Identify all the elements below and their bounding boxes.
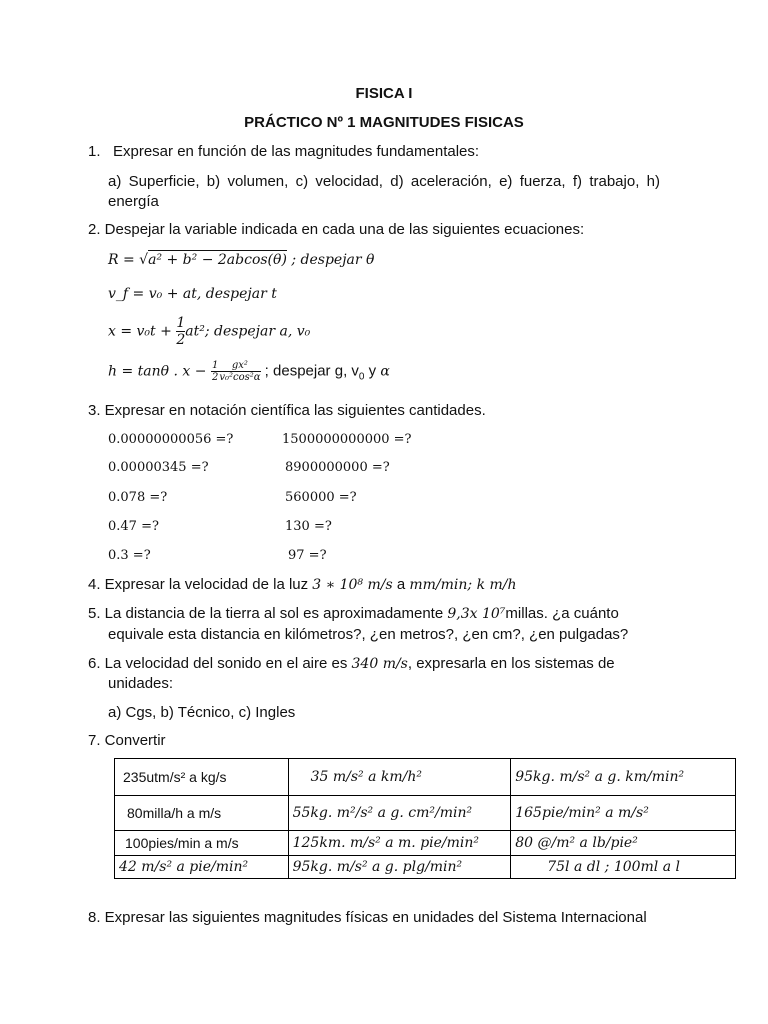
q7-text: 7. Convertir — [88, 732, 166, 749]
q6-text-b: , expresarla en los sistemas de — [407, 655, 615, 672]
q5-line-1 — [88, 605, 619, 622]
table-cell: 95kg. m/s² a g. km/min² — [511, 759, 736, 796]
q4-text: 4. Expresar la velocidad de la luz — [88, 576, 313, 593]
table-cell: 35 m/s² a km/h² — [288, 759, 511, 796]
page-title: FISICA I — [355, 85, 413, 102]
eq4-part-c: y — [364, 362, 381, 380]
eq4-alpha: α — [380, 363, 390, 380]
page-subtitle: PRÁCTICO Nº 1 MAGNITUDES FISICAS — [244, 114, 524, 131]
q2-equation-3 — [108, 315, 310, 348]
q3-right-item: 1500000000000 =? — [282, 432, 412, 447]
q3-left-item: 0.47 =? — [108, 519, 159, 534]
q5-value: 9,3x 10⁷ — [447, 606, 506, 622]
q2-text: 2. Despejar la variable indicada en cada una de las siguientes ecuaciones: — [88, 221, 585, 238]
eq1-root: a² + b² − 2abcos(θ) — [148, 252, 287, 268]
eq4-den-1: 2 — [211, 372, 219, 383]
table-row — [115, 796, 736, 831]
table-cell: 80 @/m² a lb/pie² — [511, 831, 736, 856]
table-cell: 95kg. m/s² a g. plg/min² — [288, 856, 511, 879]
q3-right-item: 130 =? — [285, 519, 332, 534]
table-cell: 42 m/s² a pie/min² — [115, 856, 289, 879]
table-cell: 125km. m/s² a m. pie/min² — [288, 831, 511, 856]
table-cell: 75l a dl ; 100ml a l — [511, 856, 736, 879]
q6-options: a) Cgs, b) Técnico, c) Ingles — [108, 704, 296, 721]
table-row — [115, 856, 736, 879]
q4-units: mm/min; k m/h — [409, 577, 517, 593]
q3-right-item: 97 =? — [288, 548, 327, 563]
q3-right-item: 560000 =? — [285, 490, 357, 505]
q1-text: Expresar en función de las magnitudes fundamentales: — [113, 143, 480, 160]
eq4-fraction-2 — [219, 360, 260, 383]
sqrt-sign: √ — [139, 252, 149, 268]
eq3-numerator: 1 — [176, 315, 186, 331]
q2-equation-2: v_f = v₀ + at, despejar t — [108, 286, 277, 302]
table-cell: 55kg. m²/s² a g. cm²/min² — [288, 796, 511, 831]
q3-right-item: 8900000000 =? — [285, 460, 390, 475]
table-cell: 165pie/min² a m/s² — [511, 796, 736, 831]
eq4-part-a: h = tanθ . x − — [108, 363, 211, 380]
q3-left-item: 0.00000345 =? — [108, 460, 209, 475]
q2-equation-4 — [108, 360, 390, 383]
eq4-part-b: ; despejar g, v — [260, 362, 359, 380]
q5-text-a: 5. La distancia de la tierra al sol es aproximadamente — [88, 605, 448, 622]
table-row — [115, 831, 736, 856]
q3-text: 3. Expresar en notación científica las siguientes cantidades. — [88, 402, 486, 419]
q6-line-2: unidades: — [108, 675, 174, 692]
table-cell: 100pies/min a m/s — [115, 831, 289, 856]
q6-text-a: 6. La velocidad del sonido en el aire es — [88, 655, 352, 672]
q6-line-1 — [88, 655, 615, 672]
eq4-fraction-1 — [211, 360, 219, 383]
eq4-num-2: gx² — [219, 360, 260, 372]
eq1-lhs: R = — [108, 252, 140, 268]
q6-value: 340 m/s — [351, 656, 408, 672]
eq3-fraction — [176, 315, 185, 348]
q3-left-item: 0.00000000056 =? — [108, 432, 234, 447]
table-row — [115, 759, 736, 796]
eq4-num-1: 1 — [211, 360, 219, 371]
eq1-tail: ; despejar θ — [286, 252, 375, 268]
q5-text-b: millas. ¿a cuánto — [505, 605, 619, 622]
q4-value: 3 ∗ 10⁸ m/s — [312, 577, 393, 593]
eq4-den-2: v₀²cos²α — [219, 372, 261, 383]
q2-equation-1 — [108, 252, 374, 268]
q8-text: 8. Expresar las siguientes magnitudes físicas en unidades del Sistema Internacional — [88, 909, 647, 926]
q3-left-item: 0.078 =? — [108, 490, 168, 505]
q5-line-2: equivale esta distancia en kilómetros?, ¿en metros?, ¿en cm?, ¿en pulgadas? — [108, 626, 629, 643]
eq3-part-b: at²; despejar a, v₀ — [185, 323, 311, 340]
q1-number: 1. — [88, 143, 101, 160]
q4-mid: a — [392, 576, 410, 593]
eq4-subscript: 0 — [358, 371, 365, 383]
table-cell: 235utm/s² a kg/s — [115, 759, 289, 796]
q4-line — [88, 576, 517, 593]
q1-options: a) Superficie, b) volumen, c) velocidad, d) aceleración, e) fuerza, f) trabajo, h) energía — [108, 173, 660, 210]
conversion-table — [114, 758, 736, 879]
q3-left-item: 0.3 =? — [108, 548, 151, 563]
table-cell: 80milla/h a m/s — [115, 796, 289, 831]
eq3-part-a: x = v₀t + — [108, 323, 177, 340]
eq3-denominator: 2 — [176, 332, 186, 348]
